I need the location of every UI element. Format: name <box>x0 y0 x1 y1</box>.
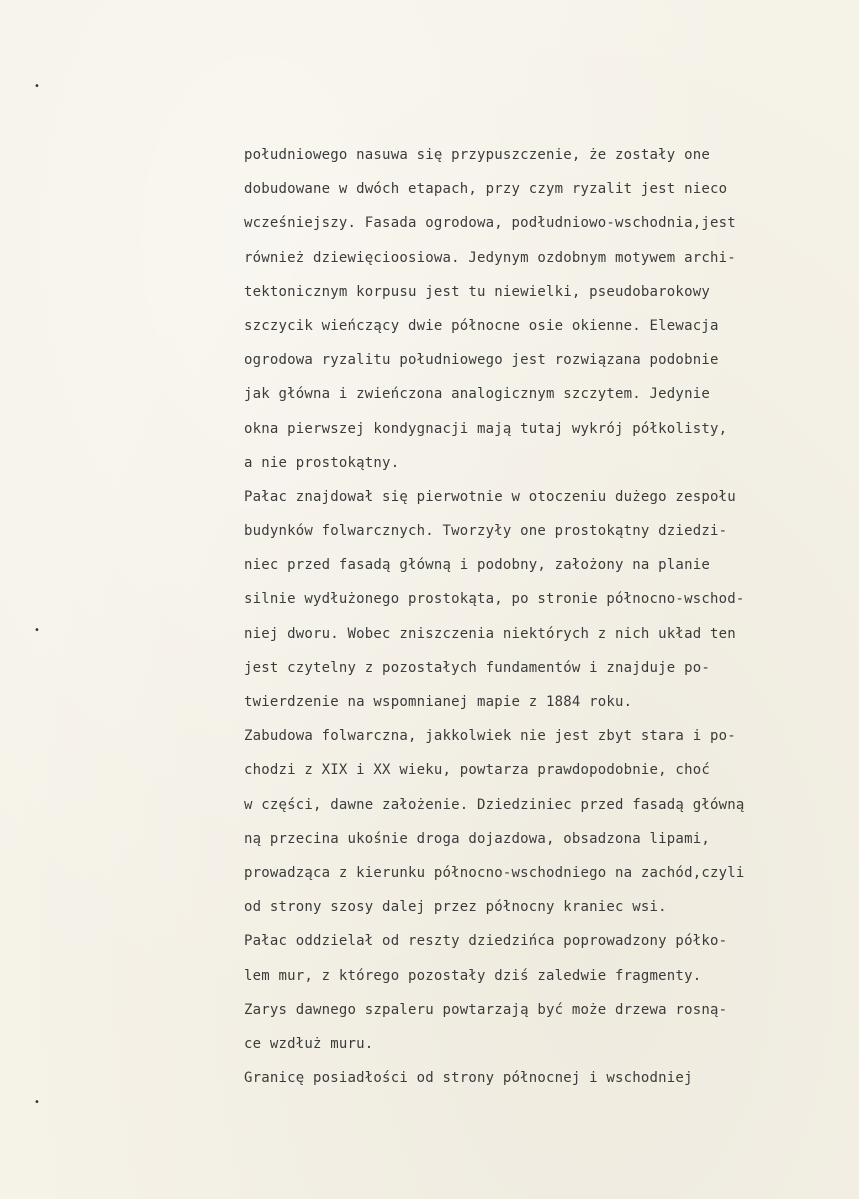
text-line: Zabudowa folwarczna, jakkolwiek nie jest zbyt stara i po- <box>244 728 736 745</box>
text-line: jak główna i zwieńczona analogicznym szczytem. Jedynie <box>244 386 710 403</box>
text-line: również dziewięcioosiowa. Jedynym ozdobnym motywem archi- <box>244 249 736 266</box>
text-line: lem mur, z którego pozostały dziś zaledwie fragmenty. <box>244 967 702 984</box>
text-line: prowadząca z kierunku północno-wschodniego na zachód,czyli <box>244 864 745 881</box>
text-line: dobudowane w dwóch etapach, przy czym ryzalit jest nieco <box>244 181 728 198</box>
typewritten-text-block <box>244 138 856 1095</box>
text-line: twierdzenie na wspomnianej mapie z 1884 roku. <box>244 694 633 710</box>
text-line: południowego nasuwa się przypuszczenie, że zostały one <box>244 147 710 163</box>
margin-mark-top: • <box>34 81 40 92</box>
margin-mark-bottom: • <box>34 1097 40 1108</box>
text-line: szczycik wieńczący dwie północne osie okienne. Elewacja <box>244 317 719 334</box>
margin-mark-middle: • <box>34 625 40 636</box>
text-line: Pałac oddzielał od reszty dziedzińca poprowadzony półko- <box>244 933 728 950</box>
text-line: ce wzdłuż muru. <box>244 1035 374 1052</box>
text-line: ną przecina ukośnie droga dojazdowa, obsadzona lipami, <box>244 830 710 847</box>
text-line: niec przed fasadą główną i podobny, założony na planie <box>244 557 710 574</box>
text-line: a nie prostokątny. <box>244 454 400 471</box>
text-line: okna pierwszej kondygnacji mają tutaj wykrój półkolisty, <box>244 420 728 437</box>
text-line: Zarys dawnego szpaleru powtarzają być może drzewa rosną- <box>244 1001 728 1018</box>
text-line: ogrodowa ryzalitu południowego jest rozwiązana podobnie <box>244 352 719 369</box>
text-line: od strony szosy dalej przez północny kraniec wsi. <box>244 899 667 916</box>
text-line: tektonicznym korpusu jest tu niewielki, pseudobarokowy <box>244 283 710 300</box>
text-line: silnie wydłużonego prostokąta, po stronie północno-wschod- <box>244 591 745 608</box>
text-line: Pałac znajdował się pierwotnie w otoczeniu dużego zespołu <box>244 488 736 505</box>
text-line: niej dworu. Wobec zniszczenia niektórych z nich układ ten <box>244 625 736 642</box>
text-line: jest czytelny z pozostałych fundamentów i znajduje po- <box>244 659 710 676</box>
text-line: wcześniejszy. Fasada ogrodowa, podłudniowo-wschodnia,jest <box>244 215 736 232</box>
text-line: Granicę posiadłości od strony północnej i wschodniej <box>244 1070 693 1087</box>
text-line: w części, dawne założenie. Dziedziniec przed fasadą główną <box>244 796 745 813</box>
text-line: budynków folwarcznych. Tworzyły one prostokątny dziedzi- <box>244 523 728 540</box>
text-line: chodzi z XIX i XX wieku, powtarza prawdopodobnie, choć <box>244 762 710 779</box>
